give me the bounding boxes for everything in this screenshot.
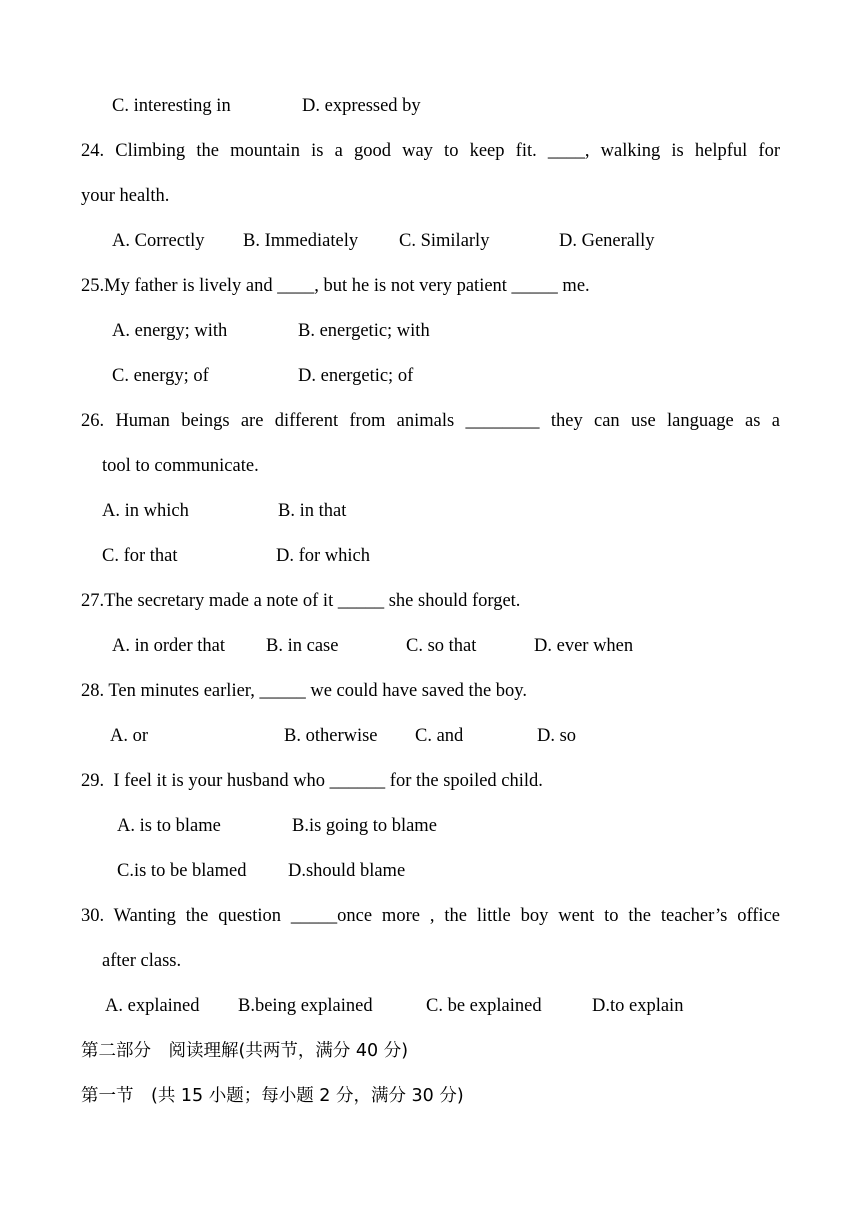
q30-option-a: A. explained: [105, 996, 200, 1016]
q26-stem-line1: 26. Human beings are different from animals ________ they can use language as a: [81, 411, 780, 431]
section2-heading: 第二部分 阅读理解(共两节，满分 40 分): [81, 1041, 409, 1061]
q26-stem-line2: tool to communicate.: [102, 456, 259, 476]
q27-option-c: C. so that: [406, 636, 477, 656]
q24-stem-line2: your health.: [81, 186, 170, 206]
q27-option-d: D. ever when: [534, 636, 634, 656]
q27-stem: 27.The secretary made a note of it _____ she should forget.: [81, 591, 521, 611]
q26-option-d: D. for which: [276, 546, 371, 566]
q28-option-d: D. so: [537, 726, 577, 746]
q30-option-b: B.being explained: [238, 996, 373, 1016]
q23-option-c: C. interesting in: [112, 96, 231, 116]
q24-option-c: C. Similarly: [399, 231, 490, 251]
q25-option-d: D. energetic; of: [298, 366, 414, 386]
q24-stem-line1: 24. Climbing the mountain is a good way to keep fit. ____, walking is helpful for: [81, 141, 780, 161]
q30-stem-line2: after class.: [102, 951, 182, 971]
q25-stem: 25.My father is lively and ____, but he is not very patient _____ me.: [81, 276, 590, 296]
q29-option-d: D.should blame: [288, 861, 406, 881]
q24-option-a: A. Correctly: [112, 231, 205, 251]
q28-stem: 28. Ten minutes earlier, _____ we could have saved the boy.: [81, 681, 527, 701]
q29-stem: 29. I feel it is your husband who ______ for the spoiled child.: [81, 771, 543, 791]
q27-option-b: B. in case: [266, 636, 339, 656]
section2-sub-heading: 第一节 (共 15 小题；每小题 2 分，满分 30 分): [81, 1086, 464, 1106]
q30-option-c: C. be explained: [426, 996, 542, 1016]
q25-option-b: B. energetic; with: [298, 321, 430, 341]
q28-option-a: A. or: [110, 726, 149, 746]
q30-stem-line1: 30. Wanting the question _____once more , the little boy went to the teacher’s office: [81, 906, 780, 926]
q25-option-a: A. energy; with: [112, 321, 228, 341]
q29-option-b: B.is going to blame: [292, 816, 437, 836]
q29-option-a: A. is to blame: [117, 816, 221, 836]
q24-option-b: B. Immediately: [243, 231, 359, 251]
q28-option-c: C. and: [415, 726, 464, 746]
q24-option-d: D. Generally: [559, 231, 655, 251]
q30-option-d: D.to explain: [592, 996, 684, 1016]
q23-option-d: D. expressed by: [302, 96, 421, 116]
q26-option-c: C. for that: [102, 546, 178, 566]
q26-option-b: B. in that: [278, 501, 347, 521]
q25-option-c: C. energy; of: [112, 366, 209, 386]
q28-option-b: B. otherwise: [284, 726, 378, 746]
q26-option-a: A. in which: [102, 501, 189, 521]
q29-option-c: C.is to be blamed: [117, 861, 247, 881]
q27-option-a: A. in order that: [112, 636, 226, 656]
